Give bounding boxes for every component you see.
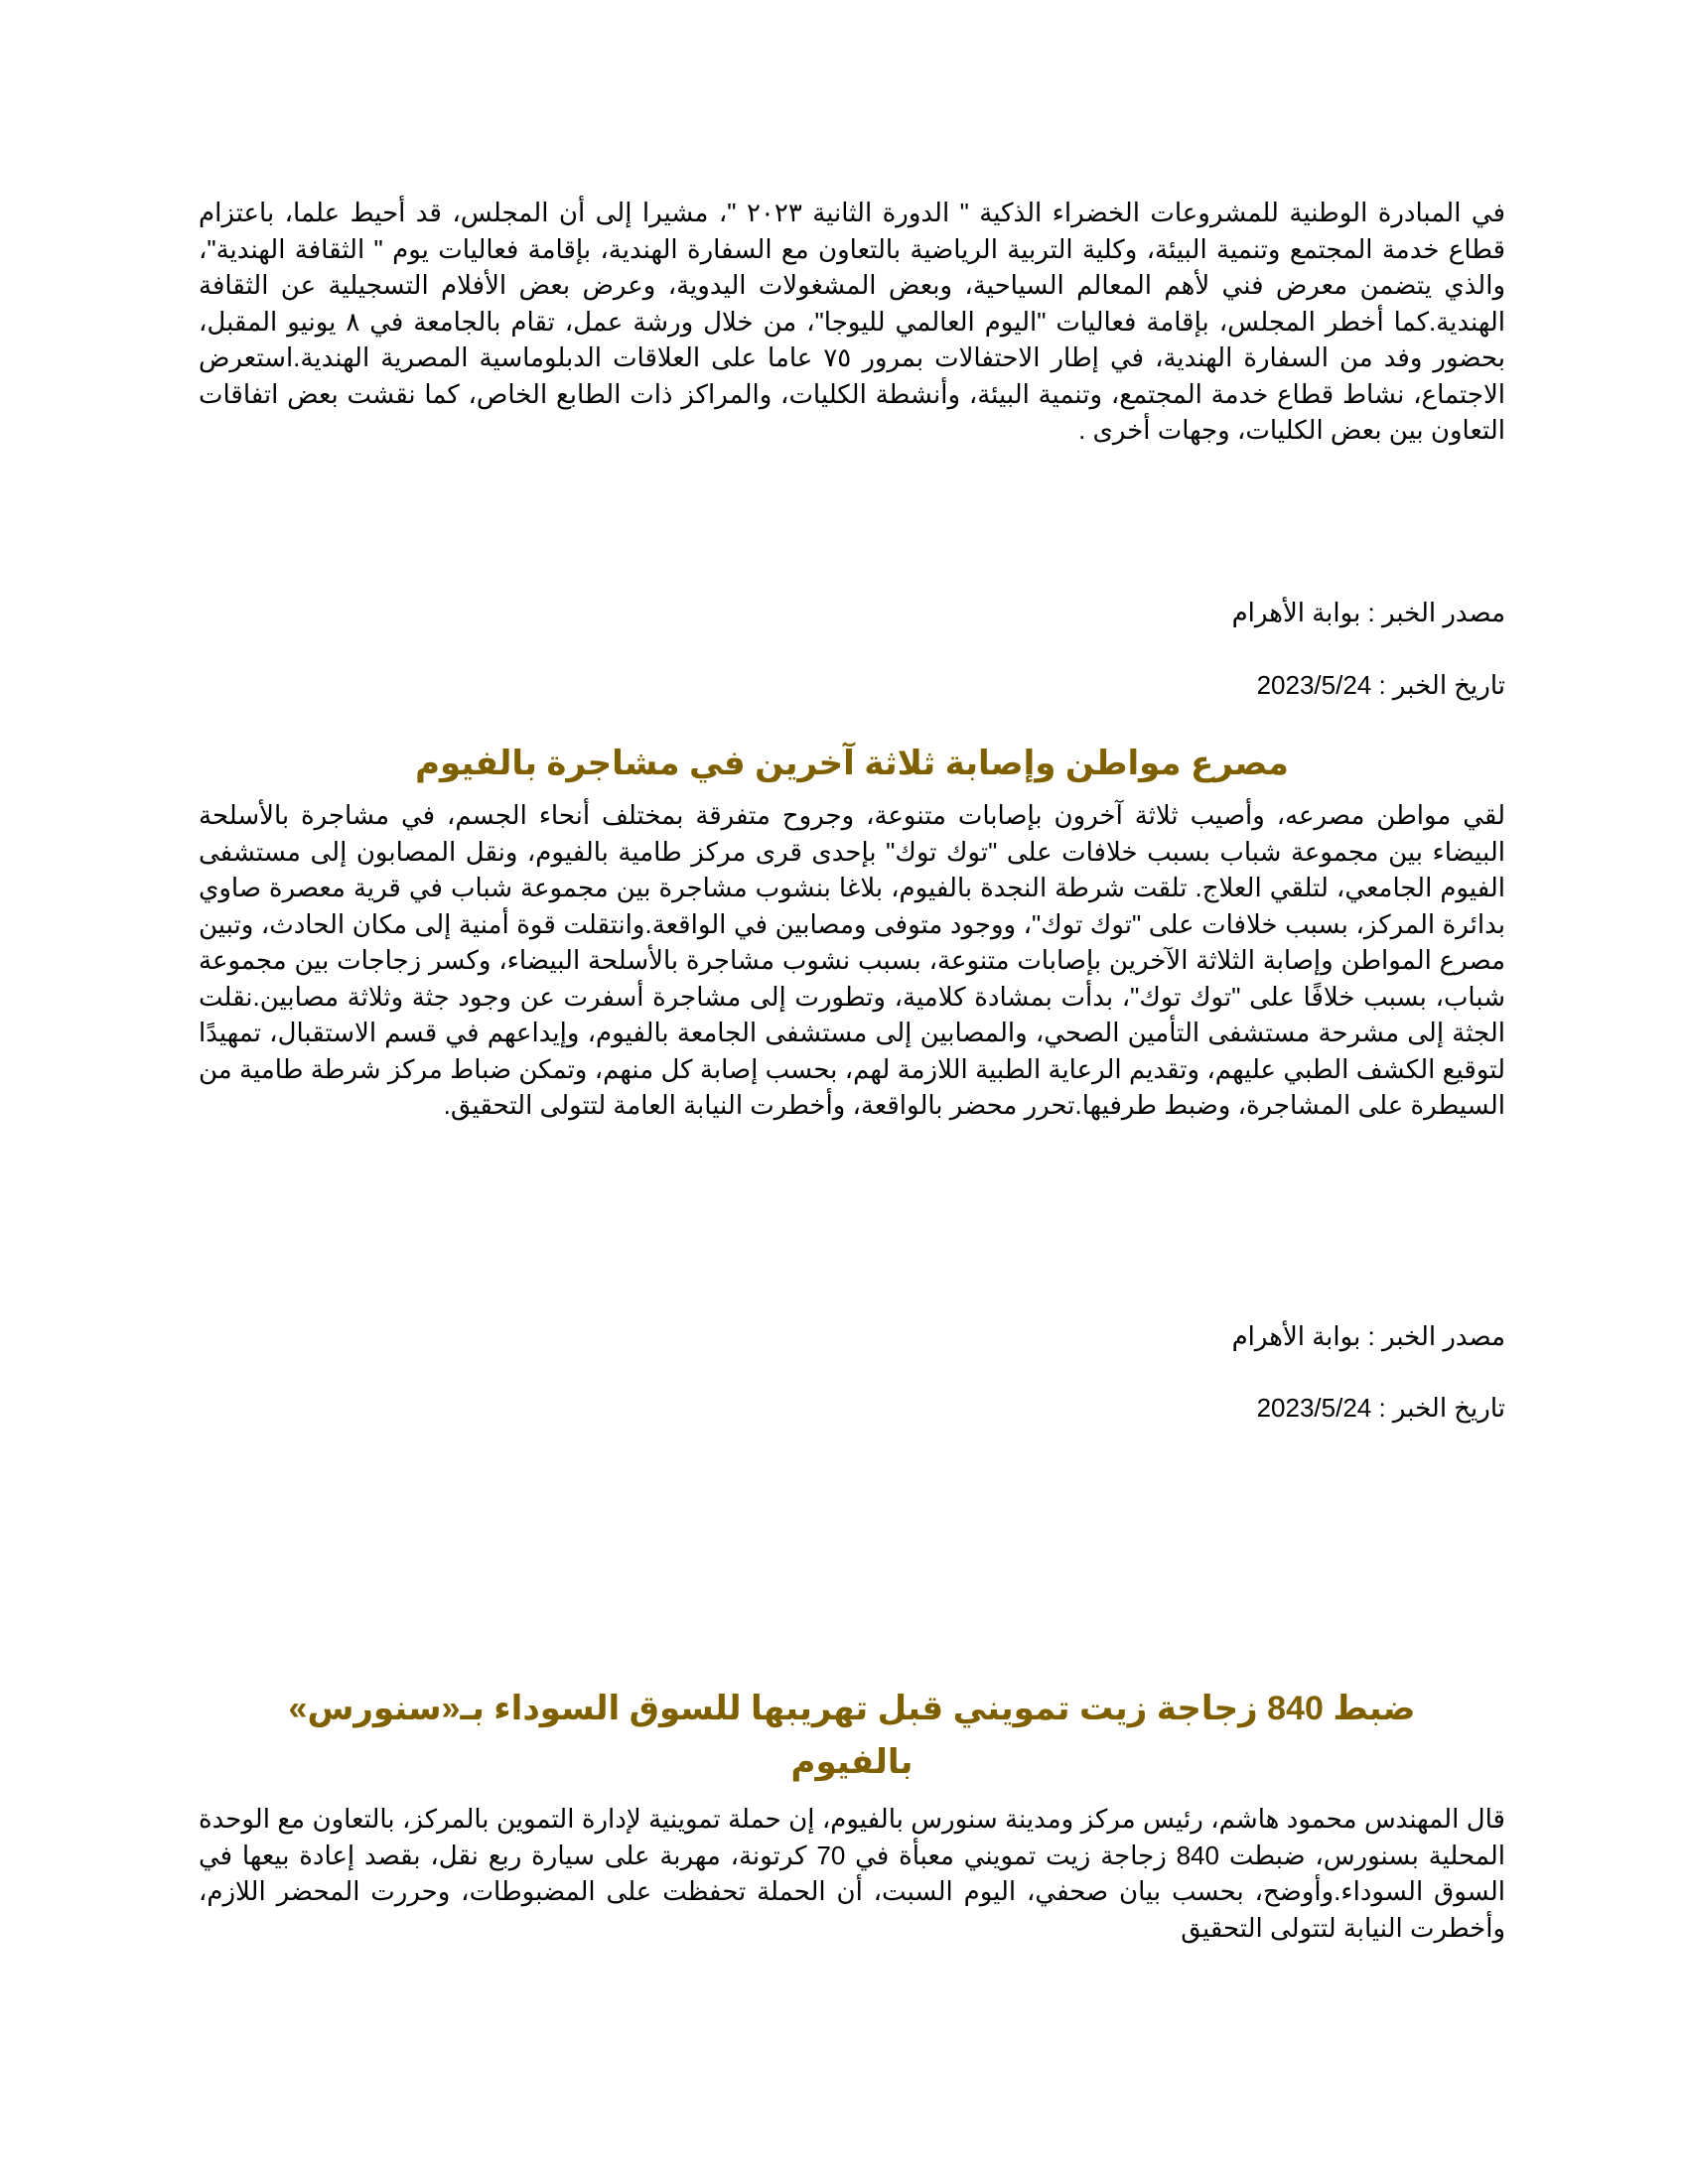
article-1-date: تاريخ الخبر : 2023/5/24: [1256, 670, 1505, 700]
article-3-headline: ضبط 840 زجاجة زيت تمويني قبل تهريبها للسوق السوداء بـ«سنورس» بالفيوم: [288, 1690, 1416, 1781]
article-1-source: مصدر الخبر : بوابة الأهرام: [1231, 598, 1505, 627]
article-2-date: تاريخ الخبر : 2023/5/24: [1256, 1393, 1505, 1423]
article-2-body: لقي مواطن مصرعه، وأصيب ثلاثة آخرون بإصابات متنوعة، وجروح متفرقة بمختلف أنحاء الجسم، في مشاجرة بالأسلحة البيضاء بين مجموعة شباب بسبب خلافات على "توك توك" بإحدى قرى مركز طامية بالفيوم، ونقل المصابون إلى مستشفى الفيوم الجامعي، لتلقي العلاج. تلقت شرطة النجدة بالفيوم، بلاغا بنشوب مشاجرة بين مجموعة شباب في قرية معصرة صاوي بدائرة المركز، بسبب خلافات على "توك توك"، ووجود متوفى ومصابين في الواقعة.وانتقلت قوة أمنية إلى مكان الحادث، وتبين مصرع المواطن وإصابة الثلاثة الآخرين بإصابات متنوعة، بسبب نشوب مشاجرة بالأسلحة البيضاء، وكسر زجاجات بين مجموعة شباب، بسبب خلافًا على "توك توك"، بدأت بمشادة كلامية، وتطورت إلى مشاجرة أسفرت عن وجود جثة وثلاثة مصابين.نقلت الجثة إلى مشرحة مستشفى التأمين الصحي، والمصابين إلى مستشفى الجامعة بالفيوم، وإيداعهم في قسم الاستقبال، تمهيدًا لتوقيع الكشف الطبي عليهم، وتقديم الرعاية الطبية اللازمة لهم، بحسب إصابة كل منهم، وتمكن ضباط مركز شرطة طامية من السيطرة على المشاجرة، وضبط طرفيها.تحرر محضر بالواقعة، وأخطرت النيابة العامة لتتولى التحقيق.: [199, 800, 1506, 1120]
article-2-source: مصدر الخبر : بوابة الأهرام: [1231, 1321, 1505, 1351]
article-2-headline: مصرع مواطن وإصابة ثلاثة آخرين في مشاجرة بالفيوم: [415, 745, 1289, 782]
article-3-body: قال المهندس محمود هاشم، رئيس مركز ومدينة سنورس بالفيوم، إن حملة تموينية لإدارة التموين بالمركز، بالتعاون مع الوحدة المحلية بسنورس، ضبطت 840 زجاجة زيت تمويني معبأة في 70 كرتونة، مهربة على سيارة ربع نقل، بقصد إعادة بيعها في السوق السوداء.وأوضح، بحسب بيان صحفي، اليوم السبت، أن الحملة تحفظت على المضبوطات، وحررت المحضر اللازم، وأخطرت النيابة لتتولى التحقيق: [199, 1804, 1506, 1943]
article-1-body: في المبادرة الوطنية للمشروعات الخضراء الذكية " الدورة الثانية ٢٠٢٣ "، مشيرا إلى أن المجلس، قد أحيط علما، باعتزام قطاع خدمة المجتمع وتنمية البيئة، وكلية التربية الرياضية بالتعاون مع السفارة الهندية، بإقامة فعاليات يوم " الثقافة الهندية"، والذي يتضمن معرض فني لأهم المعالم السياحية، وبعض المشغولات اليدوية، وعرض بعض الأفلام التسجيلية عن الثقافة الهندية.كما أخطر المجلس، بإقامة فعاليات "اليوم العالمي لليوجا"، من خلال ورشة عمل، تقام بالجامعة في ٨ يونيو المقبل، بحضور وفد من السفارة الهندية، في إطار الاحتفالات بمرور ٧٥ عاما على العلاقات الدبلوماسية المصرية الهندية.استعرض الاجتماع، نشاط قطاع خدمة المجتمع، وتنمية البيئة، وأنشطة الكليات، والمراكز ذات الطابع الخاص، كما نقشت بعض اتفاقات التعاون بين بعض الكليات، وجهات أخرى .: [199, 198, 1505, 445]
